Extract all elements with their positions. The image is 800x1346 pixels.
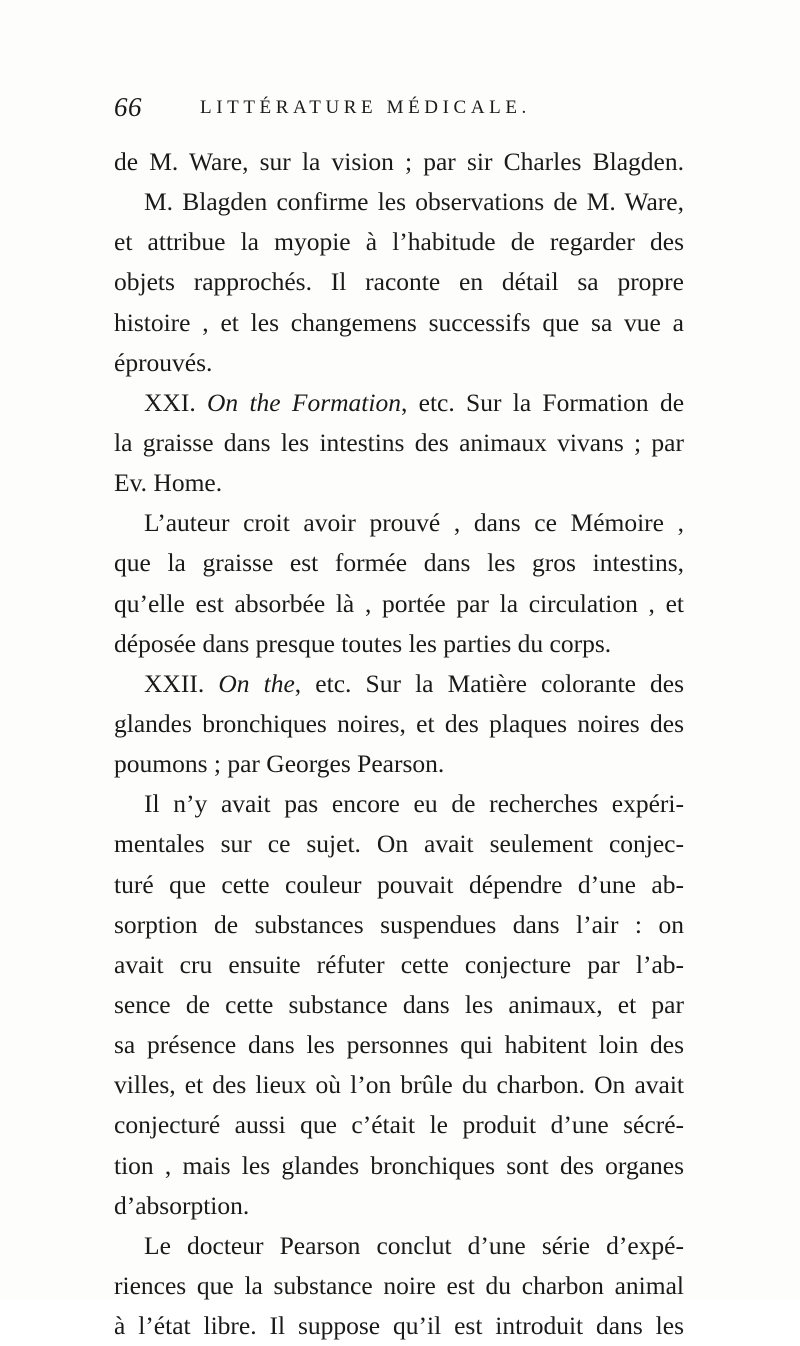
running-title: LITTÉRATURE MÉDICALE. xyxy=(200,97,531,118)
text-line: d’absorption. xyxy=(114,1190,250,1220)
text-line: villes, et des lieux où l’on brûle du charbon. On avait xyxy=(114,1070,684,1100)
section-number: XXII. xyxy=(144,668,205,698)
text-line: riences que la substance noire est du charbon animal xyxy=(114,1270,684,1300)
text-line: déposée dans presque toutes les parties du corps. xyxy=(114,628,612,658)
text-line: turé que cette couleur pouvait dépendre d’une ab- xyxy=(114,869,684,899)
text-line: histoire , et les changemens successifs que sa vue a xyxy=(114,307,684,337)
section-heading-xxii xyxy=(114,664,684,704)
text-line: Il n’y avait pas encore eu de recherches expéri- xyxy=(144,789,684,819)
text-line: sorption de substances suspendues dans l’air : on xyxy=(114,909,684,939)
section-title-rest: , etc. Sur la Matière colorante des xyxy=(294,668,685,698)
text-line: éprouvés. xyxy=(114,347,213,377)
text-line: sa présence dans les personnes qui habitent loin des xyxy=(114,1030,684,1060)
section-title-italic: On the Formation xyxy=(207,387,401,417)
text-line: tion , mais les glandes bronchiques sont des organes xyxy=(114,1150,684,1180)
text-line: la graisse dans les intestins des animaux vivans ; par xyxy=(114,427,684,457)
section-heading-xxi xyxy=(114,383,684,423)
section-title-rest: , etc. Sur la Formation de xyxy=(400,387,685,417)
text-line: avait cru ensuite réfuter cette conjecture par l’ab- xyxy=(114,949,684,979)
section-number: XXI. xyxy=(144,387,196,417)
page-number: 66 xyxy=(114,92,142,122)
text-line: sence de cette substance dans les animaux, et par xyxy=(114,989,684,1019)
text-line: L’auteur croit avoir prouvé , dans ce Mémoire , xyxy=(144,508,684,538)
section-title-italic: On the xyxy=(218,668,295,698)
text-line: de M. Ware, sur la vision ; par sir Charles Blagden. xyxy=(114,147,684,176)
text-line: Le docteur Pearson conclut d’une série d’expé- xyxy=(144,1230,684,1260)
text-line: et attribue la myopie à l’habitude de regarder des xyxy=(114,227,684,257)
text-line: qu’elle est absorbée là , portée par la circulation , et xyxy=(114,588,684,618)
text-line: mentales sur ce sujet. On avait seulement conjec- xyxy=(114,829,684,859)
text-line: M. Blagden confirme les observations de M. Ware, xyxy=(144,187,684,217)
running-head xyxy=(114,92,684,126)
text-line: que la graisse est formée dans les gros intestins, xyxy=(114,548,684,578)
text-line: Ev. Home. xyxy=(114,468,223,498)
text-line: poumons ; par Georges Pearson. xyxy=(114,749,445,779)
text-line: à l’état libre. Il suppose qu’il est introduit dans les xyxy=(114,1311,684,1341)
text-line: conjecturé aussi que c’était le produit d’une sécré- xyxy=(114,1110,684,1140)
body-text xyxy=(114,142,684,1346)
text-line: glandes bronchiques noires, et des plaques noires des xyxy=(114,708,684,738)
text-line: objets rapprochés. Il raconte en détail sa propre xyxy=(114,267,684,297)
